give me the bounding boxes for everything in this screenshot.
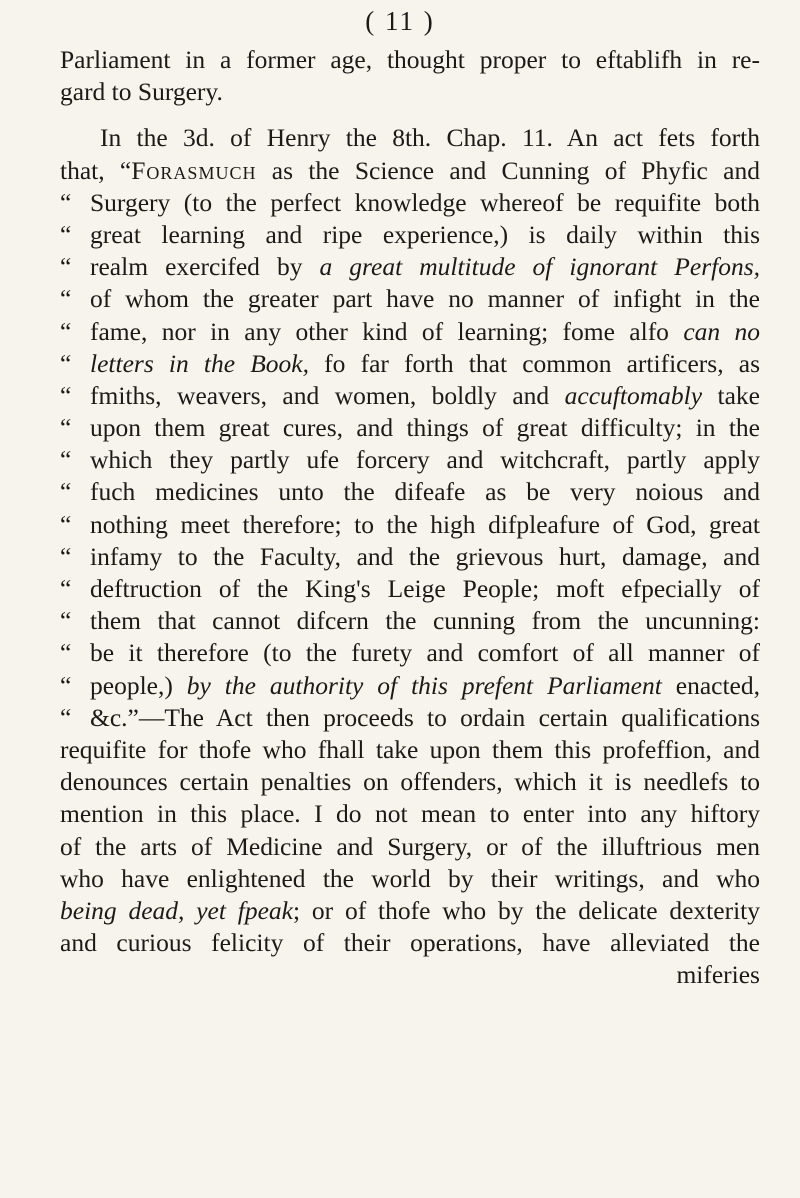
text-line: gard to Surgery. [60, 77, 223, 107]
quoted-line: “ realm exercifed by a great multitude of ignorant Perfons, [60, 251, 760, 283]
quote-mark: “ [60, 702, 72, 732]
page-number: ( 11 ) [365, 6, 435, 36]
quoted-line: “ &c.”—The Act then proceeds to ordain certain qualifications [60, 702, 760, 734]
quoted-line: “ which they partly ufe forcery and witchcraft, partly apply [60, 444, 760, 476]
text-line: denounces certain penalties on offenders, which it is needlefs to [60, 767, 760, 797]
quoted-line: “ of whom the greater part have no manner of infight in the [60, 283, 760, 315]
quote-mark: “ [60, 219, 72, 249]
quote-mark: “ [60, 316, 72, 346]
text-line: requifite for thofe who fhall take upon them this profeffion, and [60, 734, 760, 764]
quote-mark: “ [60, 187, 72, 217]
quote-mark: “ [60, 445, 72, 475]
text-line: Parliament in a former age, thought proper to eftablifh in re- [60, 45, 760, 74]
text-line: and curious felicity of their operations, have alleviated the [60, 928, 760, 958]
quote-mark: “ [60, 574, 72, 603]
quoted-line: “ fame, nor in any other kind of learning; fome alfo can no [60, 316, 760, 348]
quoted-line: “ deftruction of the King's Leige People; moft efpecially of [60, 573, 760, 605]
quoted-line: “ Surgery (to the perfect knowledge whereof be requifite both [60, 187, 760, 219]
text-line: of the arts of Medicine and Surgery, or of the illuftrious men [60, 831, 760, 861]
quote-mark: “ [60, 638, 72, 668]
quoted-line: “ fmiths, weavers, and women, boldly and accuftomably take [60, 380, 760, 412]
text-line: who have enlightened the world by their writings, and who [60, 863, 760, 893]
quoted-line: “ them that cannot difcern the cunning from the uncunning: [60, 605, 760, 637]
quote-mark: “ [60, 509, 72, 539]
quote-mark: “ [60, 606, 72, 636]
text-line: In the 3d. of Henry the 8th. Chap. 11. An act fets forth [100, 123, 760, 153]
quoted-line: “ infamy to the Faculty, and the grievous hurt, damage, and [60, 541, 760, 573]
text-line: that, “Forasmuch as the Science and Cunning of Phyfic and [60, 155, 760, 185]
quoted-line: “ great learning and ripe experience,) is daily within this [60, 219, 760, 251]
quoted-line: “ be it therefore (to the furety and comfort of all manner of [60, 637, 760, 669]
quote-mark: “ [60, 477, 72, 507]
catchword: miferies [676, 960, 760, 990]
quote-mark: “ [60, 541, 72, 571]
quote-mark: “ [60, 348, 72, 378]
quoted-line: “ letters in the Book, fo far forth that common artificers, as [60, 348, 760, 380]
quote-mark: “ [60, 252, 72, 282]
quoted-line: “ upon them great cures, and things of great difficulty; in the [60, 412, 760, 444]
quote-mark: “ [60, 284, 72, 314]
text-line: mention in this place. I do not mean to enter into any hiftory [60, 799, 760, 829]
text-line: being dead, yet fpeak; or of thofe who by the delicate dexterity [60, 895, 760, 925]
quoted-line: “ nothing meet therefore; to the high difpleafure of God, great [60, 509, 760, 541]
quoted-line: “ fuch medicines unto the difeafe as be very noious and [60, 476, 760, 508]
quote-mark: “ [60, 413, 72, 443]
body-text [60, 44, 760, 991]
quote-mark: “ [60, 380, 72, 410]
quoted-line: “ people,) by the authority of this prefent Parliament enacted, [60, 670, 760, 702]
quote-mark: “ [60, 670, 72, 700]
